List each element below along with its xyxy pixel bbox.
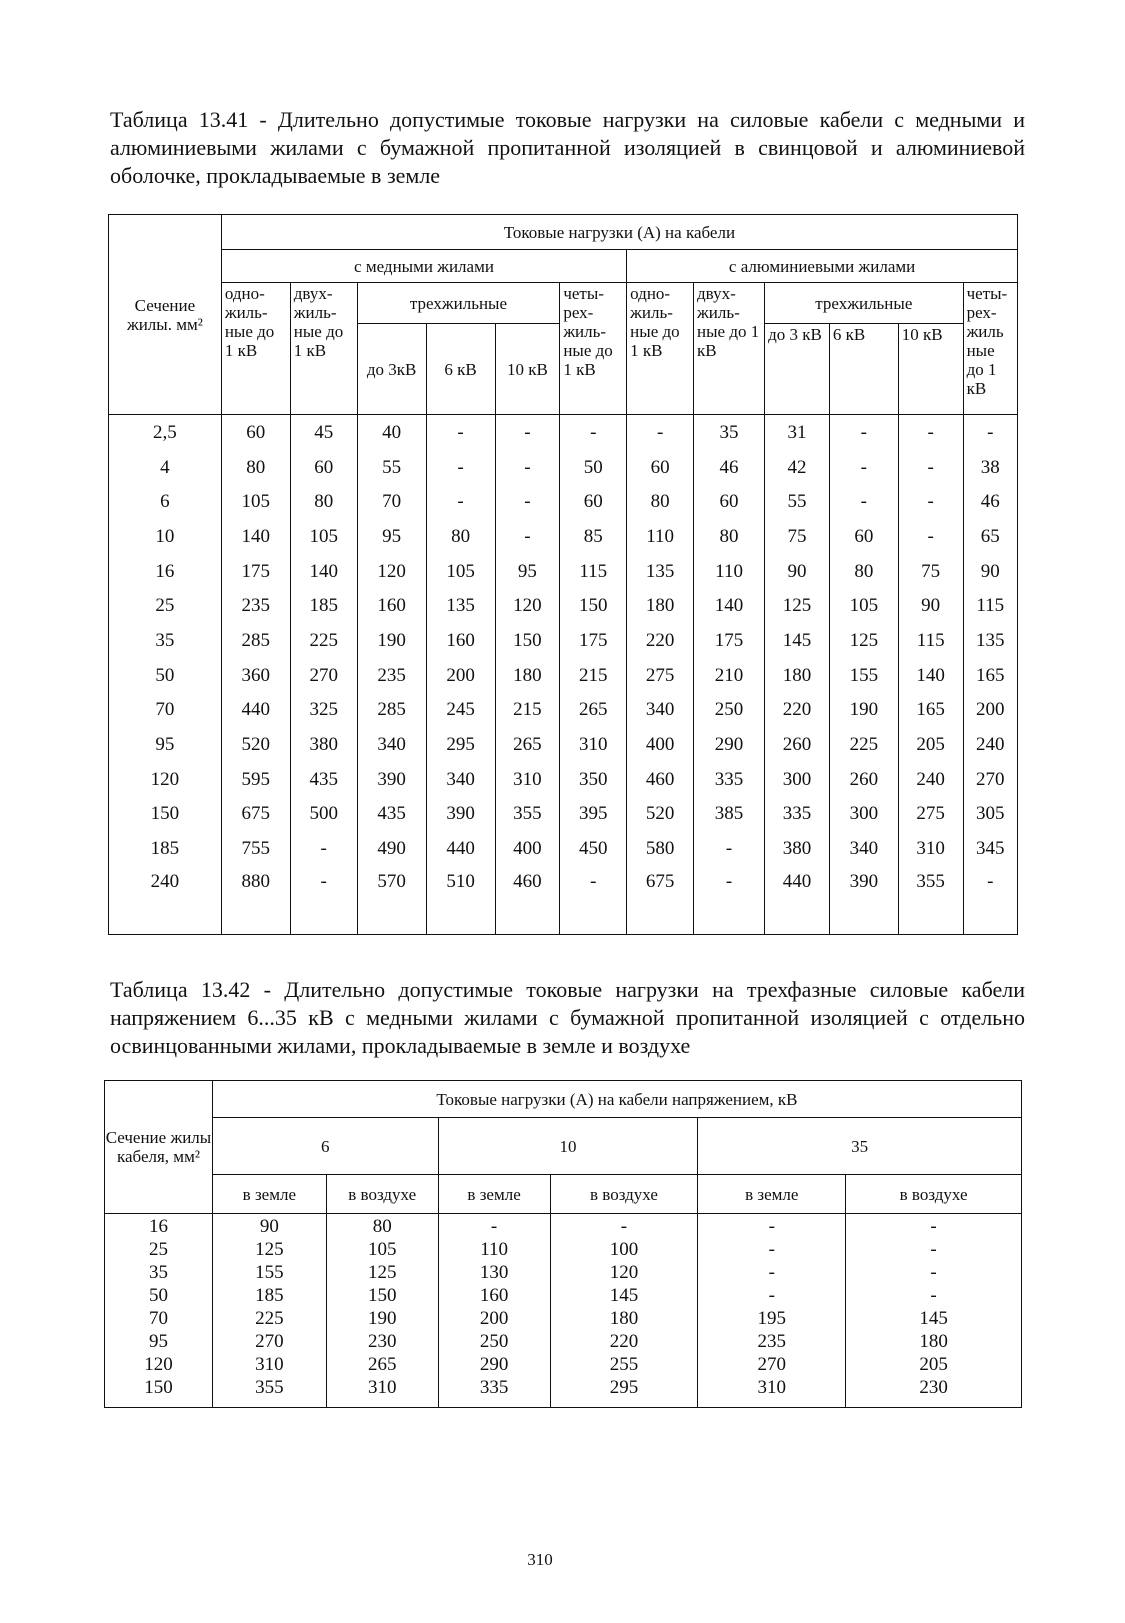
cu-three-header: трехжильные <box>357 283 560 324</box>
section-header: Сечение жилы. мм² <box>109 215 222 415</box>
table-cell: 135 <box>627 554 694 589</box>
table-cell: - <box>829 484 898 519</box>
table-row <box>109 797 1018 832</box>
table-cell: 355 <box>212 1377 326 1408</box>
aluminum-header: с алюминиевыми жилами <box>627 250 1018 283</box>
table-cell: 290 <box>694 727 765 762</box>
table-cell: 200 <box>426 658 495 693</box>
table-cell: - <box>698 1239 846 1262</box>
row-section-cell: 25 <box>109 588 222 623</box>
table-cell: 175 <box>221 554 290 589</box>
table-cell: 235 <box>357 658 426 693</box>
table-cell: 45 <box>290 415 357 450</box>
row-section-cell: 50 <box>109 658 222 693</box>
table-cell: 125 <box>326 1262 438 1285</box>
table-cell: 440 <box>426 831 495 866</box>
table-cell: 360 <box>221 658 290 693</box>
table-cell: 335 <box>438 1377 550 1408</box>
table-cell: 450 <box>560 831 627 866</box>
table-cell: 85 <box>560 519 627 554</box>
table-cell: 55 <box>765 484 830 519</box>
table-cell: - <box>627 415 694 450</box>
table-cell: 60 <box>560 484 627 519</box>
table-cell: 125 <box>212 1239 326 1262</box>
table-cell: 200 <box>963 693 1017 728</box>
table-cell: 595 <box>221 762 290 797</box>
table-row <box>109 450 1018 485</box>
table2-caption: Таблица 13.42 - Длительно допустимые токовые нагрузки на трехфазные силовые кабели напряжением 6...35 кВ с медными жилами с бумажной пропитанной изоляцией с отдельно освинцованными жилами, прокладываемые в земле и воздухе <box>110 977 1025 1058</box>
table-cell: 145 <box>846 1308 1022 1331</box>
table-cell: 105 <box>326 1239 438 1262</box>
table-cell: 300 <box>829 797 898 832</box>
table-cell: 200 <box>438 1308 550 1331</box>
table-cell: 255 <box>550 1354 698 1377</box>
table-row <box>109 658 1018 693</box>
table-cell: 335 <box>694 762 765 797</box>
table-13-41 <box>108 214 1018 935</box>
row-section-cell: 4 <box>109 450 222 485</box>
table-cell: 120 <box>357 554 426 589</box>
table-cell: - <box>694 831 765 866</box>
table-cell: - <box>694 866 765 935</box>
table-cell: - <box>898 484 963 519</box>
table-cell: 325 <box>290 693 357 728</box>
al-three-3kv: до 3 кВ <box>765 324 830 415</box>
table-cell: 390 <box>829 866 898 935</box>
table-cell: 65 <box>963 519 1017 554</box>
table-cell: 390 <box>426 797 495 832</box>
row-section-cell: 120 <box>109 762 222 797</box>
table-cell: 125 <box>765 588 830 623</box>
table-cell: 180 <box>765 658 830 693</box>
table-cell: - <box>438 1214 550 1240</box>
table-cell: 240 <box>898 762 963 797</box>
table-cell: 40 <box>357 415 426 450</box>
table-row <box>109 415 1018 450</box>
table-cell: 400 <box>627 727 694 762</box>
table-cell: 105 <box>221 484 290 519</box>
t2-6-ground: в земле <box>212 1175 326 1214</box>
table-13-42 <box>104 1080 1022 1408</box>
table-cell: 80 <box>221 450 290 485</box>
row-section-cell: 6 <box>109 484 222 519</box>
table-cell: - <box>290 866 357 935</box>
table-cell: 295 <box>550 1377 698 1408</box>
main-header: Токовые нагрузки (А) на кабели <box>221 215 1017 250</box>
row-section-cell: 70 <box>105 1308 213 1331</box>
table-cell: 31 <box>765 415 830 450</box>
row-section-cell: 120 <box>105 1354 213 1377</box>
table-cell: 115 <box>560 554 627 589</box>
row-section-cell: 240 <box>109 866 222 935</box>
table-cell: 180 <box>550 1308 698 1331</box>
table-cell: - <box>846 1262 1022 1285</box>
table-cell: 460 <box>627 762 694 797</box>
table-cell: 440 <box>765 866 830 935</box>
table-cell: 185 <box>290 588 357 623</box>
t2-section-header: Сечение жилы кабеля, мм² <box>105 1081 213 1214</box>
table2-body <box>105 1214 1022 1408</box>
table-cell: 400 <box>495 831 560 866</box>
table-cell: 165 <box>963 658 1017 693</box>
table-cell: 380 <box>290 727 357 762</box>
t2-main-header: Токовые нагрузки (А) на кабели напряжением, кВ <box>212 1081 1021 1118</box>
table-cell: 230 <box>326 1331 438 1354</box>
table-cell: 355 <box>495 797 560 832</box>
table-cell: 115 <box>963 588 1017 623</box>
table-cell: 60 <box>627 450 694 485</box>
row-section-cell: 70 <box>109 693 222 728</box>
table-cell: 270 <box>290 658 357 693</box>
table-cell: 180 <box>495 658 560 693</box>
table-cell: 380 <box>765 831 830 866</box>
table-cell: 185 <box>212 1285 326 1308</box>
table-row <box>105 1308 1022 1331</box>
cu-three-6kv: 6 кВ <box>426 324 495 415</box>
table-row <box>109 588 1018 623</box>
table-cell: 140 <box>221 519 290 554</box>
table-cell: 305 <box>963 797 1017 832</box>
table-cell: 140 <box>694 588 765 623</box>
table-row <box>109 693 1018 728</box>
t2-10-air: в воздухе <box>550 1175 698 1214</box>
table-cell: 90 <box>963 554 1017 589</box>
table-cell: 340 <box>426 762 495 797</box>
table-cell: 105 <box>290 519 357 554</box>
row-section-cell: 95 <box>109 727 222 762</box>
table-row <box>109 762 1018 797</box>
table-row <box>105 1331 1022 1354</box>
table-cell: 160 <box>426 623 495 658</box>
table-cell: 215 <box>495 693 560 728</box>
cu-single-header: одно-жиль-ные до 1 кВ <box>221 283 290 415</box>
row-section-cell: 2,5 <box>109 415 222 450</box>
table-cell: 75 <box>765 519 830 554</box>
table-cell: 270 <box>698 1354 846 1377</box>
table-cell: 675 <box>627 866 694 935</box>
table-cell: 135 <box>963 623 1017 658</box>
al-three-header: трехжильные <box>765 283 963 324</box>
table-cell: 250 <box>438 1331 550 1354</box>
table-cell: 180 <box>627 588 694 623</box>
table-cell: 130 <box>438 1262 550 1285</box>
table-cell: - <box>698 1285 846 1308</box>
table-cell: 50 <box>560 450 627 485</box>
table-cell: 235 <box>221 588 290 623</box>
table-cell: 205 <box>846 1354 1022 1377</box>
table-cell: 175 <box>560 623 627 658</box>
table-cell: 80 <box>290 484 357 519</box>
table-cell: 55 <box>357 450 426 485</box>
table-cell: 435 <box>290 762 357 797</box>
row-section-cell: 150 <box>109 797 222 832</box>
row-section-cell: 16 <box>109 554 222 589</box>
table-cell: 520 <box>221 727 290 762</box>
table-cell: 490 <box>357 831 426 866</box>
table-cell: 125 <box>829 623 898 658</box>
table-cell: 265 <box>495 727 560 762</box>
al-three-6kv: 6 кВ <box>829 324 898 415</box>
table-cell: - <box>495 450 560 485</box>
table-cell: 340 <box>829 831 898 866</box>
table-cell: 340 <box>357 727 426 762</box>
table-cell: 310 <box>495 762 560 797</box>
table-cell: 150 <box>495 623 560 658</box>
table-cell: 880 <box>221 866 290 935</box>
table-cell: 235 <box>698 1331 846 1354</box>
table-cell: 205 <box>898 727 963 762</box>
table-cell: 510 <box>426 866 495 935</box>
table-cell: 290 <box>438 1354 550 1377</box>
al-three-10kv: 10 кВ <box>898 324 963 415</box>
table-cell: 385 <box>694 797 765 832</box>
row-section-cell: 35 <box>105 1262 213 1285</box>
table-cell: 150 <box>560 588 627 623</box>
row-section-cell: 35 <box>109 623 222 658</box>
table-cell: - <box>846 1214 1022 1240</box>
t2-10-ground: в земле <box>438 1175 550 1214</box>
table-cell: 175 <box>694 623 765 658</box>
table-cell: 110 <box>627 519 694 554</box>
row-section-cell: 150 <box>105 1377 213 1408</box>
table-cell: 215 <box>560 658 627 693</box>
table-cell: 250 <box>694 693 765 728</box>
table-cell: 145 <box>765 623 830 658</box>
table-cell: 265 <box>560 693 627 728</box>
t2-voltage-10: 10 <box>438 1118 698 1175</box>
table-cell: 225 <box>290 623 357 658</box>
table-cell: 120 <box>550 1262 698 1285</box>
table-row <box>105 1239 1022 1262</box>
table-cell: 80 <box>426 519 495 554</box>
table-cell: 160 <box>438 1285 550 1308</box>
table-cell: - <box>495 484 560 519</box>
table-cell: 500 <box>290 797 357 832</box>
table-cell: 75 <box>898 554 963 589</box>
table-cell: 60 <box>221 415 290 450</box>
table-row <box>105 1354 1022 1377</box>
table-cell: 310 <box>898 831 963 866</box>
table-cell: 310 <box>212 1354 326 1377</box>
table-cell: 220 <box>627 623 694 658</box>
table-cell: 260 <box>829 762 898 797</box>
table-cell: 90 <box>898 588 963 623</box>
cu-four-header: четы-рех-жиль-ные до 1 кВ <box>560 283 627 415</box>
table-cell: 46 <box>963 484 1017 519</box>
table-cell: 42 <box>765 450 830 485</box>
table-cell: 95 <box>495 554 560 589</box>
row-section-cell: 95 <box>105 1331 213 1354</box>
t2-6-air: в воздухе <box>326 1175 438 1214</box>
table-cell: 355 <box>898 866 963 935</box>
table-cell: 115 <box>898 623 963 658</box>
table-cell: 310 <box>698 1377 846 1408</box>
table-cell: 240 <box>963 727 1017 762</box>
table-row <box>109 519 1018 554</box>
table-cell: 95 <box>357 519 426 554</box>
table-cell: 310 <box>560 727 627 762</box>
table-cell: 570 <box>357 866 426 935</box>
table-cell: 80 <box>326 1214 438 1240</box>
table-cell: 155 <box>212 1262 326 1285</box>
table-cell: - <box>829 415 898 450</box>
table-cell: 140 <box>290 554 357 589</box>
table-cell: - <box>829 450 898 485</box>
table-row <box>105 1377 1022 1408</box>
table-cell: - <box>290 831 357 866</box>
table-cell: 350 <box>560 762 627 797</box>
table-cell: 675 <box>221 797 290 832</box>
table-cell: 70 <box>357 484 426 519</box>
table1-body <box>109 415 1018 935</box>
table-cell: 140 <box>898 658 963 693</box>
table-cell: 265 <box>326 1354 438 1377</box>
table-cell: 105 <box>426 554 495 589</box>
page-number: 310 <box>527 1550 553 1569</box>
table-cell: 190 <box>357 623 426 658</box>
table-cell: 345 <box>963 831 1017 866</box>
table-cell: 135 <box>426 588 495 623</box>
table-cell: 80 <box>694 519 765 554</box>
table-cell: 195 <box>698 1308 846 1331</box>
t2-voltage-6: 6 <box>212 1118 438 1175</box>
row-section-cell: 25 <box>105 1239 213 1262</box>
table-row <box>109 866 1018 935</box>
table-row <box>109 831 1018 866</box>
table-row <box>109 484 1018 519</box>
table-cell: 90 <box>212 1214 326 1240</box>
row-section-cell: 185 <box>109 831 222 866</box>
table-cell: 390 <box>357 762 426 797</box>
table-cell: 395 <box>560 797 627 832</box>
cu-three-10kv: 10 кВ <box>495 324 560 415</box>
table-cell: 80 <box>627 484 694 519</box>
table-cell: - <box>963 415 1017 450</box>
table-cell: 190 <box>829 693 898 728</box>
table-cell: - <box>426 450 495 485</box>
table-cell: 110 <box>694 554 765 589</box>
table-cell: 155 <box>829 658 898 693</box>
al-two-header: двух-жиль-ные до 1 кВ <box>694 283 765 415</box>
table-cell: 120 <box>495 588 560 623</box>
table-cell: 285 <box>221 623 290 658</box>
table-cell: - <box>495 415 560 450</box>
table-cell: 35 <box>694 415 765 450</box>
cu-three-1kv: до 3кВ <box>357 324 426 415</box>
table-cell: 60 <box>694 484 765 519</box>
al-four-header: четы-рех-жиль ные до 1 кВ <box>963 283 1017 415</box>
table-cell: - <box>698 1262 846 1285</box>
table-cell: - <box>898 450 963 485</box>
table-cell: 160 <box>357 588 426 623</box>
table-cell: 245 <box>426 693 495 728</box>
table-cell: 275 <box>898 797 963 832</box>
table-cell: 220 <box>550 1331 698 1354</box>
table-row <box>109 727 1018 762</box>
table-cell: 105 <box>829 588 898 623</box>
table-cell: - <box>550 1214 698 1240</box>
table-row <box>105 1262 1022 1285</box>
table-cell: 46 <box>694 450 765 485</box>
table-cell: - <box>495 519 560 554</box>
table-cell: 80 <box>829 554 898 589</box>
row-section-cell: 10 <box>109 519 222 554</box>
table-cell: 435 <box>357 797 426 832</box>
row-section-cell: 50 <box>105 1285 213 1308</box>
cu-two-header: двух-жиль-ные до 1 кВ <box>290 283 357 415</box>
table-cell: 145 <box>550 1285 698 1308</box>
table-cell: - <box>898 415 963 450</box>
table-cell: - <box>963 866 1017 935</box>
table-cell: 60 <box>829 519 898 554</box>
table-cell: 90 <box>765 554 830 589</box>
table-cell: 165 <box>898 693 963 728</box>
table-cell: 100 <box>550 1239 698 1262</box>
table-cell: - <box>698 1214 846 1240</box>
table-cell: 150 <box>326 1285 438 1308</box>
table-cell: 230 <box>846 1377 1022 1408</box>
table-cell: 110 <box>438 1239 550 1262</box>
table-cell: - <box>426 415 495 450</box>
row-section-cell: 16 <box>105 1214 213 1240</box>
table-cell: - <box>560 415 627 450</box>
t2-35-ground: в земле <box>698 1175 846 1214</box>
table-cell: 38 <box>963 450 1017 485</box>
table-cell: - <box>846 1239 1022 1262</box>
table-cell: 270 <box>963 762 1017 797</box>
table-cell: 225 <box>829 727 898 762</box>
table-cell: 310 <box>326 1377 438 1408</box>
table-cell: 210 <box>694 658 765 693</box>
table-cell: 300 <box>765 762 830 797</box>
table-cell: 60 <box>290 450 357 485</box>
table-cell: 270 <box>212 1331 326 1354</box>
copper-header: с медными жилами <box>221 250 626 283</box>
table-cell: - <box>426 484 495 519</box>
table-cell: - <box>560 866 627 935</box>
table-cell: 225 <box>212 1308 326 1331</box>
t2-voltage-35: 35 <box>698 1118 1022 1175</box>
table-cell: 275 <box>627 658 694 693</box>
table-cell: 755 <box>221 831 290 866</box>
table1-caption: Таблица 13.41 - Длительно допустимые токовые нагрузки на силовые кабели с медными и алюминиевыми жилами с бумажной пропитанной изоляцией в свинцовой и алюминиевой оболочке, прокладываемые в земле <box>110 107 1025 188</box>
table-cell: 440 <box>221 693 290 728</box>
table-cell: 285 <box>357 693 426 728</box>
table-row <box>109 623 1018 658</box>
table-row <box>109 554 1018 589</box>
table-cell: 190 <box>326 1308 438 1331</box>
t2-35-air: в воздухе <box>846 1175 1022 1214</box>
table-cell: - <box>898 519 963 554</box>
al-single-header: одно-жиль-ные до 1 кВ <box>627 283 694 415</box>
table-row <box>105 1214 1022 1240</box>
table-cell: 335 <box>765 797 830 832</box>
table-cell: 580 <box>627 831 694 866</box>
table-cell: 220 <box>765 693 830 728</box>
table-cell: 460 <box>495 866 560 935</box>
table-cell: - <box>846 1285 1022 1308</box>
table-row <box>105 1285 1022 1308</box>
table-cell: 340 <box>627 693 694 728</box>
table-cell: 295 <box>426 727 495 762</box>
table-cell: 260 <box>765 727 830 762</box>
table-cell: 180 <box>846 1331 1022 1354</box>
table-cell: 520 <box>627 797 694 832</box>
